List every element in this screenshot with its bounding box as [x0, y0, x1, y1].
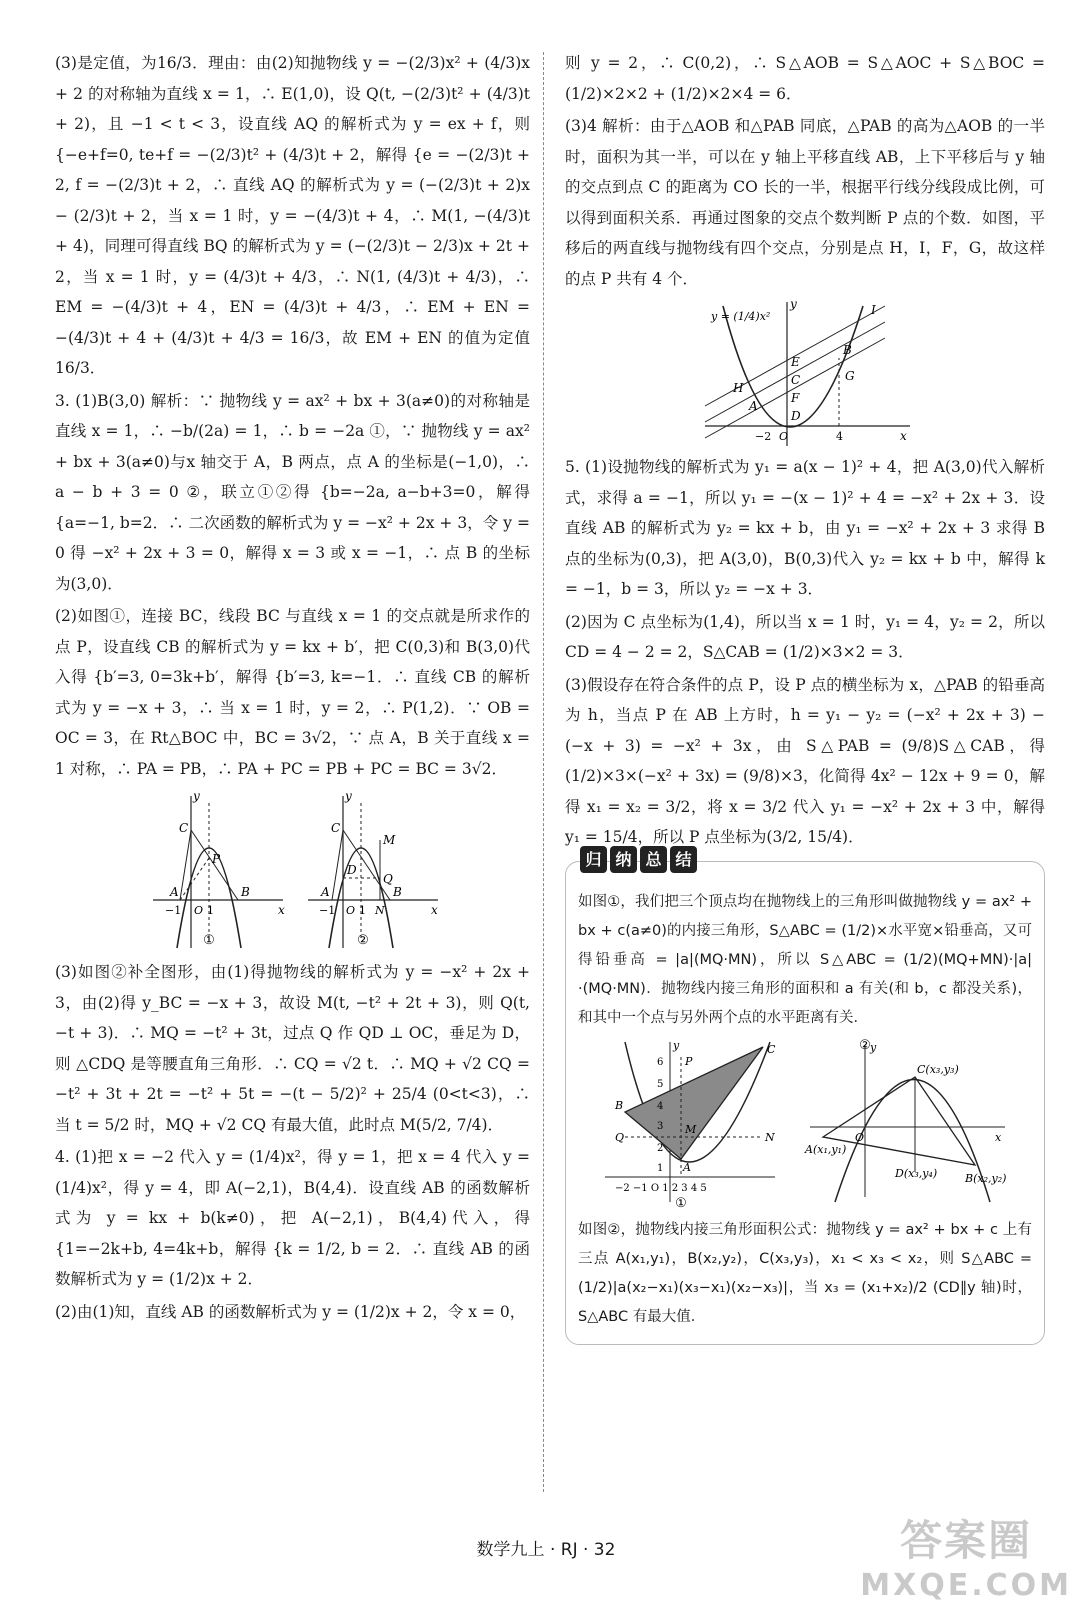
summary-text: 如图①，我们把三个顶点均在抛物线上的三角形叫做抛物线 y = ax² + bx + c(a≠0)的内接三角形，S△ABC = (1/2)×水平宽×铅垂高，又可得铅垂高 = |a|(MQ·MN)，所以 S△ABC = (1/2)(MQ+MN)·|a|·(MQ·MN)．抛物线内接三角形的面积和 a 有关(和 b，c 都没关系)，和其中一个点与另外两个点的水平距离有关． — [578, 893, 1032, 1026]
summary-title-char: 纳 — [610, 846, 637, 873]
svg-text:C: C — [767, 1042, 776, 1056]
summary-title — [580, 846, 697, 873]
svg-text:A(x₁,y₁): A(x₁,y₁) — [805, 1142, 847, 1156]
watermark — [860, 1508, 1072, 1603]
svg-text:B: B — [615, 1098, 624, 1112]
svg-text:B(x₂,y₂): B(x₂,y₂) — [965, 1171, 1007, 1185]
svg-text:H: H — [733, 381, 744, 395]
paragraph: (2)由(1)知，直线 AB 的函数解析式为 y = (1/2)x + 2，令 x = 0， — [55, 1302, 526, 1321]
watermark-url: MXQE.COM — [860, 1568, 1072, 1603]
column-divider — [543, 52, 544, 1492]
svg-text:O: O — [779, 430, 789, 443]
svg-text:1: 1 — [358, 904, 366, 917]
svg-text:A: A — [169, 885, 179, 899]
svg-text:y: y — [673, 1038, 680, 1052]
figure-label: ① — [202, 933, 215, 948]
svg-text:N: N — [765, 1130, 775, 1144]
graph-label: y = (1/4)x² — [711, 310, 771, 323]
paragraph: 5. (1)设抛物线的解析式为 y₁ = a(x − 1)² + 4，把 A(3,0)代入解析式，求得 a = −1，所以 y₁ = −(x − 1)² + 4 = −x² + 2x + 3．设直线 AB 的解析式为 y₂ = kx + b，由 y₁ = −x² + 2x + 3 求得 B 点的坐标为(0,3)，把 A(3,0)，B(0,3)代入 y₂ = kx + b 中，解得 k = −1，b = 3，所以 y₂ = −x + 3． — [565, 458, 1045, 598]
svg-text:−1: −1 — [164, 904, 181, 917]
svg-text:D: D — [791, 409, 801, 423]
svg-text:4: 4 — [836, 430, 843, 443]
svg-text:M: M — [382, 833, 395, 847]
translated-lines-graph — [695, 298, 915, 448]
summary-figures — [595, 1037, 1015, 1212]
svg-text:O: O — [855, 1130, 865, 1144]
svg-text:C: C — [330, 821, 340, 835]
figure-2 — [308, 789, 438, 948]
svg-text:P: P — [685, 1054, 693, 1068]
svg-text:−2 −1 O 1 2 3 4 5: −2 −1 O 1 2 3 4 5 — [615, 1182, 707, 1194]
parabola-figures-1-2 — [143, 788, 443, 953]
svg-text:D(x₃,y₄): D(x₃,y₄) — [895, 1166, 938, 1180]
svg-text:N: N — [374, 904, 385, 917]
svg-text:y: y — [870, 1040, 877, 1054]
svg-text:O: O — [193, 904, 203, 917]
svg-text:x: x — [430, 903, 438, 917]
svg-text:4: 4 — [657, 1100, 664, 1112]
svg-text:P: P — [211, 852, 220, 866]
svg-text:M: M — [685, 1122, 697, 1136]
paragraph: (2)如图①，连接 BC，线段 BC 与直线 x = 1 的交点就是所求作的点 P，设直线 CB 的解析式为 y = kx + b′，把 C(0,3)和 B(3,0)代入得 {b′=3, 0=3k+b′，解得 {b′=3, k=−1．∴ 直线 CB 的解析式为 y = −x + 3，∴ 当 x = 1 时，y = 2，∴ P(1,2)．∵ OB = OC = 3，在 Rt△BOC 中，BC = 3√2，∵ 点 A，B 关于直线 x = 1 对称，∴ PA = PB，∴ PA + PC = PB + PC = BC = 3√2． — [55, 607, 530, 778]
summary-text: 如图②，抛物线内接三角形面积公式：抛物线 y = ax² + bx + c 上有三点 A(x₁,y₁)，B(x₂,y₂)，C(x₃,y₃)，x₁ < x₃ < x₂，则 S△ABC = (1/2)|a(x₂−x₁)(x₃−x₁)(x₂−x₃)|，当 x₃ = (x₁+x₂)/2 (CD∥y 轴)时，S△ABC 有最大值． — [578, 1221, 1032, 1325]
svg-text:D: D — [346, 863, 357, 877]
svg-text:F: F — [791, 391, 800, 405]
svg-text:B: B — [843, 343, 852, 357]
summary-title-char: 总 — [640, 846, 667, 873]
left-column — [55, 48, 530, 1329]
svg-text:3: 3 — [657, 1120, 664, 1132]
svg-text:C(x₃,y₃): C(x₃,y₃) — [917, 1062, 959, 1076]
svg-text:A: A — [683, 1160, 691, 1174]
svg-text:x: x — [900, 429, 907, 443]
svg-text:I: I — [871, 303, 876, 317]
summary-figure-1 — [605, 1039, 776, 1211]
svg-text:A: A — [749, 399, 758, 413]
paragraph: 3. (1)B(3,0) 解析：∵ 抛物线 y = ax² + bx + 3(a≠0)的对称轴是直线 x = 1，∴ −b/(2a) = 1，∴ b = −2a ①，∵ 抛物线 y = ax² + bx + 3(a≠0)与x 轴交于 A，B 两点，点 A 的坐标是(−1,0)，∴ a − b + 3 = 0 ②，联立①②得 {b=−2a, a−b+3=0，解得 {a=−1, b=2．∴ 二次函数的解析式为 y = −x² + 2x + 3，令 y = 0 得 −x² + 2x + 3 = 0，解得 x = 3 或 x = −1，∴ 点 B 的坐标为(3,0)． — [55, 391, 530, 593]
paragraph: 4. (1)把 x = −2 代入 y = (1/4)x²，得 y = 1，把 x = 4 代入 y = (1/4)x²，得 y = 4，即 A(−2,1)，B(4,4)．设直线 AB 的函数解析式为 y = kx + b(k≠0)，把 A(−2,1)，B(4,4)代入，得 {1=−2k+b, 4=4k+b，解得 {k = 1/2, b = 2．∴ 直线 AB 的函数解析式为 y = (1/2)x + 2． — [55, 1148, 530, 1288]
svg-text:C: C — [791, 373, 801, 387]
svg-text:Q: Q — [615, 1130, 625, 1144]
svg-text:B: B — [392, 885, 402, 899]
summary-title-char: 结 — [670, 846, 697, 873]
summary-box — [565, 849, 1045, 1345]
svg-text:C: C — [178, 821, 188, 835]
page-footer: 数学九上 · RJ · 32 — [476, 1540, 616, 1560]
watermark-logo: 答案圈 — [900, 1516, 1033, 1565]
paragraph: (3)如图②补全图形，由(1)得抛物线的解析式为 y = −x² + 2x + 3，由(2)得 y_BC = −x + 3，故设 M(t, −t² + 2t + 3)，则 Q(t, −t + 3)．∴ MQ = −t² + 3t，过点 Q 作 QD ⊥ OC，垂足为 D，则 △CDQ 是等腰直角三角形．∴ CQ = √2 t．∴ MQ + √2 CQ = −t² + 3t + 2t = −t² + 5t = −(t − 5/2)² + 25/4 (0<t<3)，∴ 当 t = 5/2 时，MQ + √2 CQ 有最大值，此时点 M(5/2, 7/4)． — [55, 963, 530, 1134]
svg-text:2: 2 — [657, 1142, 664, 1154]
svg-text:x: x — [995, 1130, 1002, 1144]
figure-label: ② — [859, 1037, 871, 1053]
svg-text:1: 1 — [657, 1162, 664, 1174]
svg-text:A: A — [320, 885, 330, 899]
svg-text:Q: Q — [382, 872, 393, 886]
svg-text:B: B — [240, 885, 250, 899]
svg-text:O: O — [345, 904, 355, 917]
paragraph: 则 y = 2，∴ C(0,2)，∴ S△AOB = S△AOC + S△BOC = (1/2)×2×2 + (1/2)×2×4 = 6． — [565, 54, 1045, 103]
paragraph: (3)是定值，为16/3．理由：由(2)知抛物线 y = −(2/3)x² + (4/3)x + 2 的对称轴为直线 x = 1，∴ E(1,0)，设 Q(t, −(2/3)t² + (4/3)t + 2)，且 −1 < t < 3，设直线 AQ 的解析式为 y = ex + f，则 {−e+f=0, te+f = −(2/3)t² + (4/3)t + 2，解得 {e = −(2/3)t + 2, f = −(2/3)t + 2，∴ 直线 AQ 的解析式为 y = (−(2/3)t + 2)x − (2/3)t + 2，当 x = 1 时，y = −(4/3)t + 4，∴ M(1, −(4/3)t + 4)，同理可得直线 BQ 的解析式为 y = (−(2/3)t − 2/3)x + 2t + 2，当 x = 1 时，y = (4/3)t + 4/3，∴ N(1, (4/3)t + 4/3)，∴ EM = −(4/3)t + 4，EN = (4/3)t + 4/3，∴ EM + EN = −(4/3)t + 4 + (4/3)t + 4/3 = 16/3，故 EM + EN 的值为定值16/3． — [55, 54, 530, 377]
svg-text:1: 1 — [206, 904, 214, 917]
svg-text:y: y — [192, 789, 200, 803]
right-column — [565, 48, 1045, 1345]
svg-text:y: y — [790, 298, 797, 311]
summary-title-char: 归 — [580, 846, 607, 873]
figure-label: ② — [356, 933, 369, 948]
svg-text:5: 5 — [657, 1078, 664, 1090]
svg-text:E: E — [791, 355, 800, 369]
paragraph: (3)4 解析：由于△AOB 和△PAB 同底，△PAB 的高为△AOB 的一半时，面积为其一半，可以在 y 轴上平移直线 AB，上下平移后与 y 轴的交点到点 C 的距离为 CO 长的一半，根据平行线分线段成比例，可以得到面积关系．再通过图象的交点个数判断 P 点的个数．如图，平移后的两直线与抛物线有四个交点，分别是点 H，I，F，G，故这样的点 P 共有 4 个． — [565, 117, 1045, 288]
svg-text:−1: −1 — [318, 904, 335, 917]
figure-label: ① — [675, 1195, 687, 1211]
svg-text:6: 6 — [657, 1056, 664, 1068]
paragraph: (3)假设存在符合条件的点 P，设 P 点的横坐标为 x，△PAB 的铅垂高为 h，当点 P 在 AB 上方时，h = y₁ − y₂ = (−x² + 2x + 3) − (−x + 3) = −x² + 3x，由 S△PAB = (9/8)S△CAB，得 (1/2)×3×(−x² + 3x) = (9/8)×3，化简得 4x² − 12x + 9 = 0，解得 x₁ = x₂ = 3/2，将 x = 3/2 代入 y₁ = −x² + 2x + 3 中，解得 y₁ = 15/4，所以 P 点坐标为(3/2, 15/4)． — [565, 675, 1045, 846]
svg-text:−2: −2 — [755, 430, 772, 443]
figure-1 — [153, 789, 285, 948]
svg-text:G: G — [845, 369, 855, 383]
svg-text:y: y — [344, 789, 352, 803]
summary-figure-2 — [804, 1038, 1006, 1202]
svg-text:x: x — [277, 903, 285, 917]
paragraph: (2)因为 C 点坐标为(1,4)，所以当 x = 1 时，y₁ = 4，y₂ = 2，所以 CD = 4 − 2 = 2，S△CAB = (1/2)×3×2 = 3． — [565, 612, 1045, 661]
